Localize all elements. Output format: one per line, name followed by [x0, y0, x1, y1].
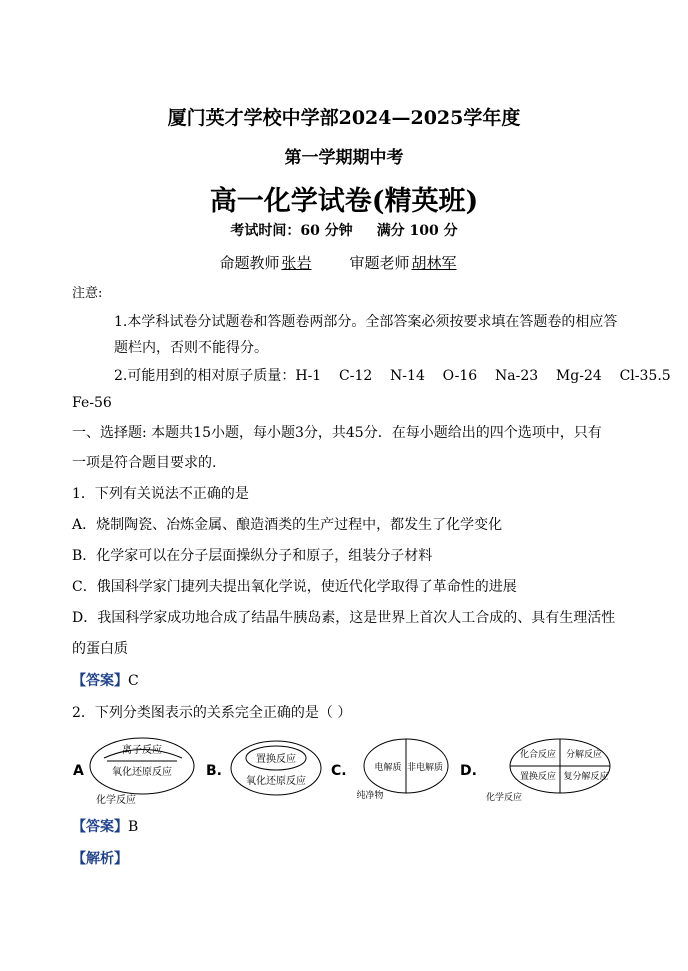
exam-info [0, 222, 688, 240]
diagram-b-outer: 氧化还原反应 [246, 776, 306, 787]
answer-value: C [128, 673, 139, 689]
q2-analysis [72, 850, 128, 868]
exam-time: 考试时间：60 分钟 [230, 223, 353, 239]
note-1-line-1: 1.本学科试卷分试题卷和答题卷两部分。全部答案必须按要求填在答题卷的相应答 [114, 314, 618, 330]
q1-option-a: A．烧制陶瓷、冶炼金属、酿造酒类的生产过程中，都发生了化学变化 [72, 517, 503, 533]
section-1-line-2: 一项是符合题目要求的. [72, 455, 217, 471]
diagram-d-tr: 分解反应 [565, 750, 603, 760]
diagram-a-outer: 化学反应 [96, 795, 136, 806]
diagram-d-br: 复分解反应 [563, 772, 609, 782]
q2-letter-c: C. [331, 763, 347, 779]
q1-option-d-line-1: D．我国科学家成功地合成了结晶牛胰岛素，这是世界上首次人工合成的、具有生理活性 [72, 610, 616, 626]
diagram-a-top: 离子反应 [122, 745, 162, 756]
diagram-a [82, 733, 202, 808]
q1-option-c: C．俄国科学家门捷列夫提出氧化学说，使近代化学取得了革命性的进展 [72, 579, 517, 595]
diagram-b [228, 738, 324, 798]
exam-score: 满分 100 分 [376, 223, 458, 239]
teacher-label: 命题教师 [219, 254, 280, 272]
note-1-line-2: 题栏内，否则不能得分。 [114, 340, 268, 356]
q1-option-b: B．化学家可以在分子层面操纵分子和原子，组装分子材料 [72, 548, 433, 564]
note-2-line-1: 2.可能用到的相对原子质量：H-1 C-12 N-14 O-16 Na-23 Mg-24 Cl-35.5 [114, 368, 671, 384]
reviewer-name: 胡林军 [411, 254, 457, 272]
diagram-d-tl: 化合反应 [519, 750, 557, 760]
answer-value: B [128, 819, 139, 835]
reviewer-label: 审题老师 [349, 254, 410, 272]
school-title: 厦门英才学校中学部2024—2025学年度 [167, 107, 521, 129]
teacher-line [0, 254, 688, 272]
note-2-line-2: Fe-56 [72, 395, 112, 411]
diagram-c-right: 非电解质 [406, 763, 444, 773]
q1-option-d-line-2: 的蛋白质 [72, 641, 128, 657]
diagram-b-inner: 置换反应 [256, 754, 296, 765]
q2-answer [72, 818, 138, 836]
answer-tag: 【答案】 [72, 819, 128, 835]
q1-answer [72, 672, 139, 690]
q2-letter-a: A [73, 763, 84, 779]
section-1-line-1: 一、选择题: 本题共15小题，每小题3分，共45分．在每小题给出的四个选项中，只有 [72, 425, 602, 441]
q1-stem: 1．下列有关说法不正确的是 [72, 486, 249, 502]
teacher-name: 张岩 [281, 254, 312, 272]
q2-stem: 2．下列分类图表示的关系完全正确的是（ ） [72, 705, 352, 721]
notes-heading: 注意: [72, 286, 103, 301]
diagram-d-outer: 化学反应 [485, 793, 523, 803]
q2-letter-b: B. [206, 763, 222, 779]
diagram-a-middle: 氧化还原反应 [112, 767, 172, 778]
term-title: 第一学期期中考 [284, 148, 404, 168]
q2-letter-d: D. [460, 763, 477, 779]
diagram-c-outer: 纯净物 [356, 791, 384, 801]
diagram-d-bl: 置换反应 [519, 772, 557, 782]
diagram-d [478, 736, 614, 804]
answer-tag: 【答案】 [72, 673, 128, 689]
diagram-c [350, 736, 450, 802]
analysis-tag: 【解析】 [72, 851, 128, 867]
exam-title: 高一化学试卷(精英班) [209, 186, 479, 217]
diagram-c-left: 电解质 [374, 763, 402, 773]
